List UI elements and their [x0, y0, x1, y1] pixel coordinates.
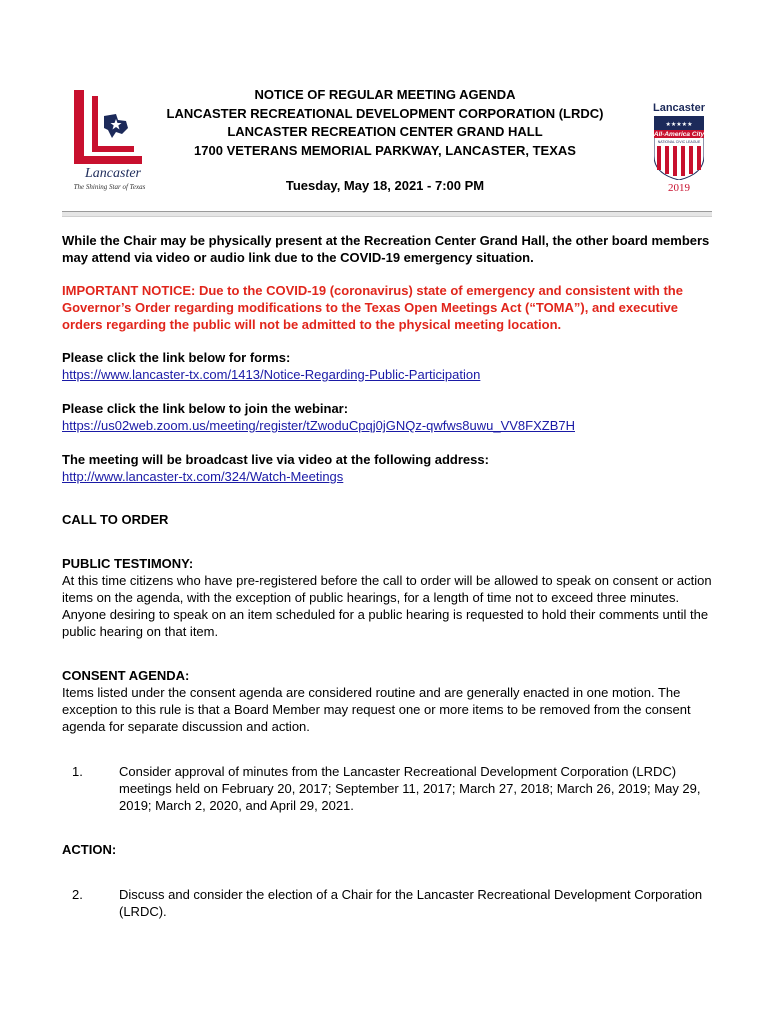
agenda-item-number: 2. — [72, 887, 83, 902]
aac-year: 2019 — [668, 182, 690, 194]
consent-agenda-text: Items listed under the consent agenda are considered routine and are generally enacted in one motion. The exception to this rule is that a Board Member may request one or more items to be removed from the consent agenda for separate discussion and action. — [62, 685, 691, 734]
aac-sub: NATIONAL CIVIC LEAGUE — [657, 140, 701, 144]
header-organization: LANCASTER RECREATIONAL DEVELOPMENT CORPORATION (LRDC) — [166, 105, 604, 121]
aac-logo-title: Lancaster — [653, 102, 705, 114]
agenda-body — [62, 232, 712, 920]
agenda-item-text: Discuss and consider the election of a Chair for the Lancaster Recreational Development Corporation (LRDC). — [119, 887, 703, 919]
header-venue: LANCASTER RECREATION CENTER GRAND HALL — [227, 124, 543, 139]
agenda-item — [62, 886, 712, 920]
meeting-header — [150, 86, 620, 196]
action-heading: ACTION: — [62, 842, 117, 857]
aac-shield-icon — [654, 116, 704, 180]
aac-banner: All-America City — [653, 131, 705, 138]
svg-text:★★★★★: ★★★★★ — [665, 121, 693, 128]
all-america-city-logo — [648, 102, 710, 194]
lancaster-logo — [62, 86, 157, 196]
public-testimony-text: At this time citizens who have pre-registered before the call to order will be allowed to speak on consent or action items on the agenda, with the exception of public hearings, for a length of time not to exceed three minutes. Anyone desiring to speak on an item scheduled for a public hearing is requested to hold their comments until the public hearing on that item. — [62, 573, 712, 639]
agenda-item-number: 1. — [72, 764, 83, 779]
agenda-item-text: Consider approval of minutes from the Lancaster Recreational Development Corporation (LRDC) meetings held on February 20, 2017; September 11, 2017; March 27, 2018; March 26, 2019; May 29, 2019; March 2, 2020, and April 29, 2021. — [119, 764, 701, 813]
header-title: NOTICE OF REGULAR MEETING AGENDA — [254, 87, 516, 102]
intro-paragraph: While the Chair may be physically present at the Recreation Center Grand Hall, the other board members may attend via video or audio link due to the COVID-19 emergency situation. — [62, 233, 710, 265]
header-date: Tuesday, May 18, 2021 - 7:00 PM — [285, 178, 485, 193]
forms-link[interactable]: https://www.lancaster-tx.com/1413/Notice-Regarding-Public-Participation — [62, 367, 481, 382]
agenda-item — [62, 763, 712, 814]
logo-name: Lancaster — [85, 166, 141, 181]
call-to-order-heading: CALL TO ORDER — [62, 512, 169, 527]
public-testimony-heading: PUBLIC TESTIMONY: — [62, 556, 194, 571]
logo-tagline: The Shining Star of Texas — [73, 183, 146, 191]
forms-label: Please click the link below for forms: — [62, 350, 291, 365]
header-address: 1700 VETERANS MEMORIAL PARKWAY, LANCASTER, TEXAS — [194, 142, 576, 158]
broadcast-link[interactable]: http://www.lancaster-tx.com/324/Watch-Meetings — [62, 469, 344, 484]
consent-agenda-heading: CONSENT AGENDA: — [62, 668, 190, 683]
header-divider — [62, 211, 712, 217]
broadcast-label: The meeting will be broadcast live via video at the following address: — [62, 452, 489, 467]
webinar-link[interactable]: https://us02web.zoom.us/meeting/register/tZwoduCpqj0jGNQz-qwfws8uwu_VV8FXZB7H — [62, 418, 575, 433]
webinar-label: Please click the link below to join the webinar: — [62, 401, 349, 416]
important-notice: IMPORTANT NOTICE: Due to the COVID-19 (coronavirus) state of emergency and consistent with the Governor’s Order regarding modifications to the Texas Open Meetings Act (“TOMA”), and executive orders regarding the public will not be admitted to the physical meeting location. — [62, 283, 683, 332]
